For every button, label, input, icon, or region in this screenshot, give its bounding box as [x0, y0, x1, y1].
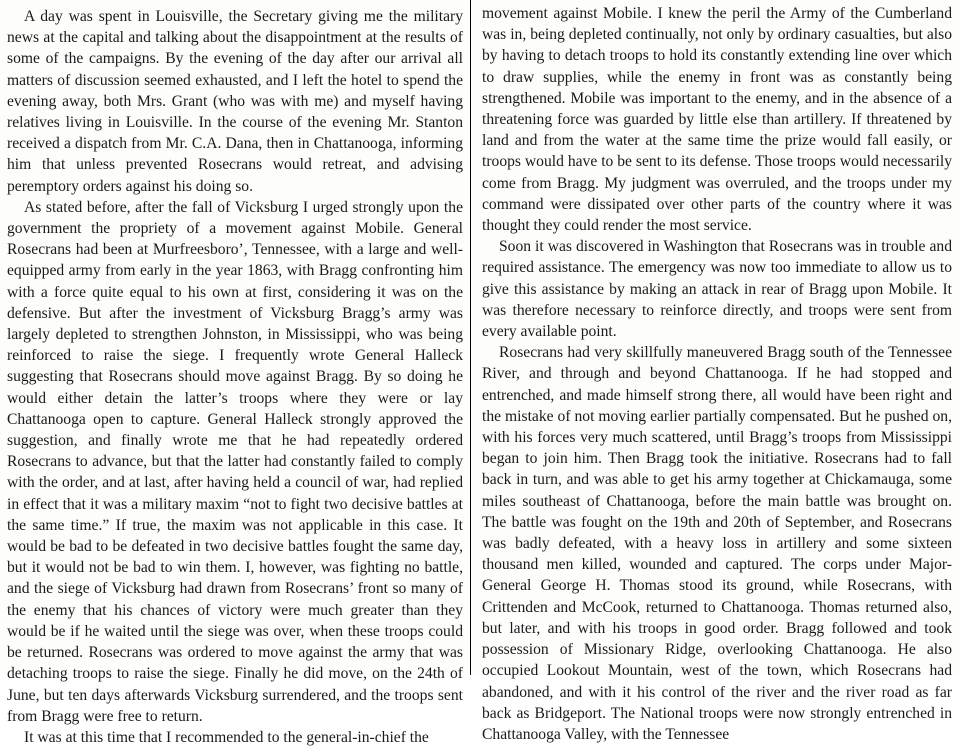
paragraph-chickamauga: Rosecrans had very skillfully maneuvered Bragg south of the Tennessee River, and through and beyond Chattanooga. If he had stopped and entrenched, and made himself strong there, all would have been right and the mistake of not moving earlier partially compensated. But he pushed on, with his forces very much scattered, until Bragg’s troops from Mississippi began to join him. Then Bragg took the initiative. Rosecrans had to fall back in turn, and was able to get his army together at Chickamauga, some miles southeast of Chattanooga, before the main battle was brought on. The battle was fought on the 19th and 20th of September, and Rosecrans was badly defeated, with a heavy loss in artillery and some sixteen thousand men killed, wounded and captured. The corps under Major-General George H. Thomas stood its ground, while Rosecrans, with Crittenden and McCook, returned to Chattanooga. Thomas returned also, but later, and with his troops in good order. Bragg followed and took possession of Missionary Ridge, overlooking Chattanooga. He also occupied Lookout Mountain, west of the town, which Rosecrans had abandoned, and with it his control of the river and the river road as far back as Bridgeport. The National troops were now strongly entrenched in Chattanooga Valley, with the Tennessee	[482, 344, 952, 743]
paragraph-mobile-continued: movement against Mobile. I knew the peril the Army of the Cumberland was in, being depleted continually, not only by ordinary casualties, but also by having to detach troops to hold its constantly extending line over which to draw supplies, while the enemy in front was as constantly being strengthened. Mobile was important to the enemy, and in the absence of a threatening force was guarded by little else than artillery. If threatened by land and from the water at the same time the prize would fall easily, or troops would have to be sent to its defense. Those troops would necessarily come from Bragg. My judgment was overruled, and the troops under my command were dissipated over other parts of the country where it was thought they could render the most service.	[482, 5, 952, 235]
column-divider	[470, 0, 471, 675]
paragraph-washington-assistance: Soon it was discovered in Washington that Rosecrans was in trouble and required assistance. The emergency was now too immediate to allow us to give this assistance by making an attack in rear of Bragg upon Mobile. It was therefore necessary to reinforce directly, and troops were sent from every available point.	[482, 238, 952, 341]
paragraph-recommendation-start: It was at this time that I recommended to the general-in-chief the	[24, 728, 429, 746]
left-text-column	[7, 6, 463, 746]
paragraph-louisville: A day was spent in Louisville, the Secretary giving me the military news at the capital and talking about the disappointment at the results of some of the campaigns. By the evening of the day after our arrival all matters of discussion seemed exhausted, and I left the hotel to spend the evening away, both Mrs. Grant (who was with me) and myself having relatives living in Louisville. In the course of the evening Mr. Stanton received a dispatch from Mr. C.A. Dana, then in Chattanooga, informing him that unless prevented Rosecrans would retreat, and advising peremptory orders against his doing so.	[7, 8, 463, 195]
paragraph-vicksburg-mobile: As stated before, after the fall of Vicksburg I urged strongly upon the government the propriety of a movement against Mobile. General Rosecrans had been at Murfreesboro’, Tennessee, with a large and well-equipped army from early in the year 1863, with Bragg confronting him with a force quite equal to his own at first, considering it was on the defensive. But after the investment of Vicksburg Bragg’s army was largely depleted to strengthen Johnston, in Mississippi, who was being reinforced to raise the siege. I frequently wrote General Halleck suggesting that Rosecrans should move against Bragg. By so doing he would either detain the latter’s troops where they were or lay Chattanooga open to capture. General Halleck strongly approved the suggestion, and finally wrote me that he had repeatedly ordered Rosecrans to advance, but that the latter had constantly failed to comply with the order, and at last, after having held a council of war, had replied in effect that it was a military maxim “not to fight two decisive battles at the same time.” If true, the maxim was not applicable in this case. It would be bad to be defeated in two decisive battles fought the same day, but it would not be bad to win them. I, however, was fighting no battle, and the siege of Vicksburg had drawn from Rosecrans’ front so many of the enemy that his chances of victory were much greater than they would be if he waited until the siege was over, when these troops could be returned. Rosecrans was ordered to move against the army that was detaching troops to raise the siege. Finally he did move, on the 24th of June, but ten days afterwards Vicksburg surrendered, and the troops sent from Bragg were free to return.	[7, 198, 463, 725]
right-text-column	[482, 3, 952, 743]
